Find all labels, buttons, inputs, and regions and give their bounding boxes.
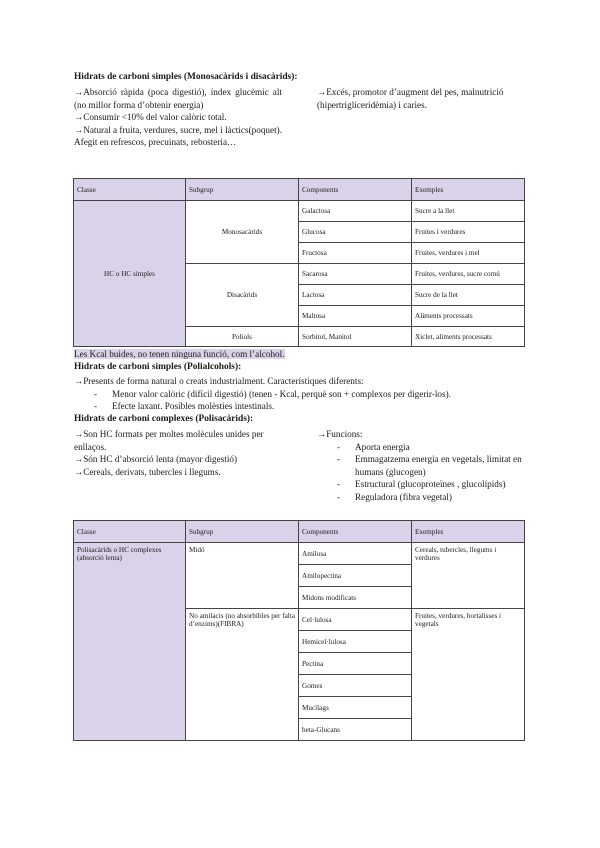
- note-line: [74, 348, 285, 361]
- table-header: Classe: [74, 179, 186, 201]
- table-cell-subgrup: Disacàrids: [186, 264, 299, 327]
- table-cell-subgrup: Midó: [186, 543, 299, 609]
- bullet-text: →Natural a fruita, verdures, sucre, mel i làctics(poquet). Afegit en refrescos, precuinats, rebosteria…: [74, 124, 282, 148]
- table-cell: Xiclet, aliments processats: [412, 327, 525, 347]
- complex-carbs-table: [73, 520, 525, 741]
- table-cell: Fructosa: [299, 243, 412, 264]
- table-header: Subgrup: [186, 179, 299, 201]
- bullet-text: →Consumir <10% del valor calòric total.: [74, 112, 227, 123]
- list-item: - Emmagatzema energia en vegetals, limitat en humans (glucogen): [317, 453, 529, 478]
- bullet-text: →Són HC d’absorció lenta (mayor digestió): [74, 454, 238, 465]
- polyols-body: [74, 375, 534, 413]
- simple-carbs-right-column: [317, 86, 527, 111]
- highlighted-note: Les Kcal buides, no tenen ninguna funció, com l’alcohol.: [74, 349, 285, 359]
- list-item: - Menor valor calòric (difícil digestió) (tenen - Kcal, perquè son + complexos per digerir-los).: [74, 388, 534, 401]
- table-cell: Midons modificats: [299, 587, 412, 609]
- functions-title: →Funcions:: [317, 429, 363, 439]
- table-cell: Fruites i verdures: [412, 222, 525, 243]
- table-cell: Mucílags: [299, 697, 412, 719]
- section-title-complex-carbs: Hidrats de carboni complexes (Polisacàrids):: [74, 414, 254, 424]
- table-cell: Amilosa: [299, 543, 412, 565]
- functions-list: [317, 441, 529, 504]
- table-cell-classe: HC o HC simples: [74, 201, 186, 347]
- list-item: - Estructural (glucoproteïnes , glucolípids): [317, 478, 529, 491]
- simple-carbs-table: [73, 178, 525, 347]
- complex-carbs-left-column: [74, 428, 286, 478]
- section-title-simple-carbs: Hidrats de carboni simples (Monosacàrids i disacàrids):: [74, 72, 298, 82]
- complex-carbs-functions: [317, 428, 529, 504]
- bullet-text: →Cereals, derivats, tubercles i llegums.: [74, 466, 221, 477]
- table-cell-subgrup: Poliols: [186, 327, 299, 347]
- table-cell: Sorbitol, Manitol: [299, 327, 412, 347]
- polyols-list: [74, 388, 534, 413]
- table-cell: Lactosa: [299, 285, 412, 306]
- section-title-polyols: Hidrats de carboni simples (Polialcohols):: [74, 362, 242, 372]
- bullet-text: →Excés, promotor d’augment del pes, malnutrició (hipertrigliceridèmia) i caries.: [317, 87, 504, 110]
- table-header: Components: [299, 179, 412, 201]
- simple-carbs-left-column: [74, 86, 282, 149]
- table-cell: Fruites, verdures, sucre comú: [412, 264, 525, 285]
- table-cell: Cel·lulosa: [299, 609, 412, 631]
- table-cell: Sacarosa: [299, 264, 412, 285]
- bullet-text: →Son HC formats per moltes molècules unides per enllaços.: [74, 429, 264, 452]
- table-cell-classe: Polisacàrids o HC complexes (absorció lenta): [74, 543, 186, 741]
- table-cell: beta-Glucans: [299, 719, 412, 741]
- table-cell: Sucre a la llet: [412, 201, 525, 222]
- table-cell: Aliments processats: [412, 306, 525, 327]
- table-cell-subgrup: No amilacis (no absorbibles per falta d’enzims)(FIBRA): [186, 609, 299, 741]
- table-cell: Hemicel·lulosa: [299, 631, 412, 653]
- list-item: - Reguladora (fibra vegetal): [317, 491, 529, 504]
- table-header: Components: [299, 521, 412, 543]
- list-item: - Aporta energia: [317, 441, 529, 454]
- list-item: - Efecte laxant. Posibles molèsties intestinals.: [74, 400, 534, 413]
- table-cell: Galactosa: [299, 201, 412, 222]
- table-header: Exemples: [412, 521, 525, 543]
- table-cell: Fruites, verdures i mel: [412, 243, 525, 264]
- table-cell: Sucre de la llet: [412, 285, 525, 306]
- table-cell: Glucosa: [299, 222, 412, 243]
- table-header: Subgrup: [186, 521, 299, 543]
- bullet-text: →Presents de forma natural o creats industrialment. Característiques diferents:: [74, 376, 364, 386]
- table-cell-exemples: Fruites, verdures, hortalisses i vegetals: [412, 609, 525, 741]
- table-header: Classe: [74, 521, 186, 543]
- table-header: Exemples: [412, 179, 525, 201]
- table-cell-exemples: Cereals, tubercles, llegums i verdures: [412, 543, 525, 609]
- table-cell: Gomes: [299, 675, 412, 697]
- table-cell: Amilopectina: [299, 565, 412, 587]
- table-cell: Maltosa: [299, 306, 412, 327]
- table-cell-subgrup: Monosacàrids: [186, 201, 299, 264]
- bullet-text: →Absorció ràpida (poca digestió), índex glucèmic alt (no millor forma d’obtenir energia): [74, 87, 282, 110]
- table-cell: Pectina: [299, 653, 412, 675]
